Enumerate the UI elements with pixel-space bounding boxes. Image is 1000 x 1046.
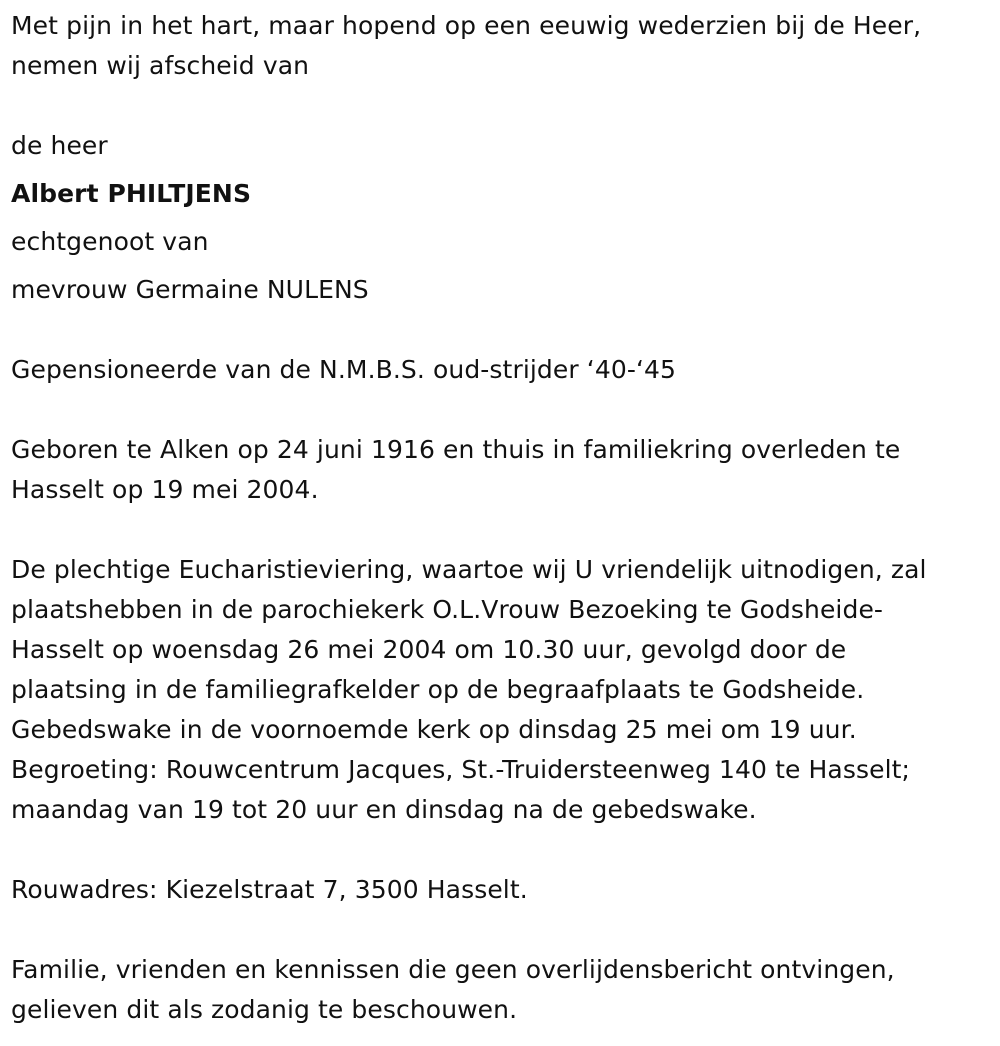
ceremony-line: Gebedswake in de voornoemde kerk op dinsdag 25 mei om 19 uur. xyxy=(11,715,857,744)
birth-death-line-1: Geboren te Alken op 24 juni 1916 en thuis in familiekring overleden te xyxy=(11,435,901,464)
deceased-name: Albert PHILTJENS xyxy=(11,179,252,208)
birth-death-line-2: Hasselt op 19 mei 2004. xyxy=(11,475,319,504)
intro-line-1: Met pijn in het hart, maar hopend op een eeuwig wederzien bij de Heer, xyxy=(11,11,922,40)
ceremony-line: De plechtige Eucharistieviering, waartoe wij U vriendelijk uitnodigen, zal xyxy=(11,555,927,584)
ceremony-line: plaatshebben in de parochiekerk O.L.Vrouw Bezoeking te Godsheide- xyxy=(11,595,884,624)
occupation-line: Gepensioneerde van de N.M.B.S. oud-strijder ‘40-‘45 xyxy=(11,355,677,384)
intro-line-2: nemen wij afscheid van xyxy=(11,51,310,80)
ceremony-line: Begroeting: Rouwcentrum Jacques, St.-Truidersteenweg 140 te Hasselt; xyxy=(11,755,911,784)
closing-line-1: Familie, vrienden en kennissen die geen overlijdensbericht ontvingen, xyxy=(11,955,895,984)
ceremony-line: Hasselt op woensdag 26 mei 2004 om 10.30 uur, gevolgd door de xyxy=(11,635,847,664)
closing-line-2: gelieven dit als zodanig te beschouwen. xyxy=(11,995,518,1024)
deceased-spouse: mevrouw Germaine NULENS xyxy=(11,275,369,304)
ceremony-line: plaatsing in de familiegrafkelder op de begraafplaats te Godsheide. xyxy=(11,675,865,704)
ceremony-line: maandag van 19 tot 20 uur en dinsdag na de gebedswake. xyxy=(11,795,757,824)
deceased-relation: echtgenoot van xyxy=(11,227,209,256)
deceased-title: de heer xyxy=(11,131,108,160)
mourning-address: Rouwadres: Kiezelstraat 7, 3500 Hasselt. xyxy=(11,875,528,904)
